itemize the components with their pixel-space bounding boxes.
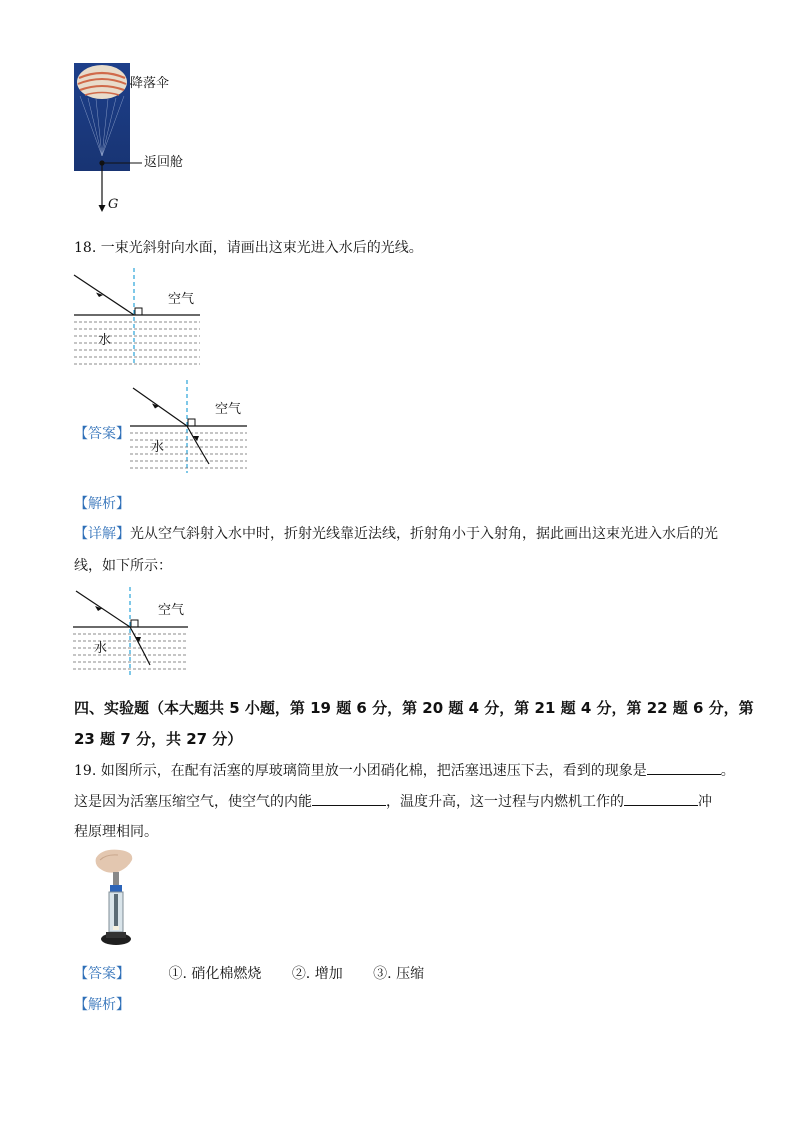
parachute-canopy bbox=[77, 65, 127, 99]
q18-diagram-question bbox=[72, 265, 207, 370]
q18-question: 18. 一束光斜射向水面，请画出这束光进入水后的光线。 bbox=[74, 240, 423, 256]
q19-line2-a: 这是因为活塞压缩空气，使空气的内能 bbox=[74, 794, 312, 810]
label-water-detail: 水 bbox=[94, 641, 108, 656]
label-water-answer: 水 bbox=[151, 440, 165, 455]
label-air-detail: 空气 bbox=[158, 603, 185, 618]
section4-heading-line2: 23 题 7 分，共 27 分） bbox=[74, 730, 243, 748]
blank-3 bbox=[624, 791, 698, 806]
q18-diagram-answer bbox=[129, 378, 254, 478]
q18-analysis-tag: 【解析】 bbox=[74, 496, 130, 512]
refracted-ray bbox=[187, 426, 209, 464]
q19-line2-c: 冲 bbox=[698, 794, 712, 810]
label-gravity: G bbox=[108, 197, 119, 212]
piston-cap bbox=[110, 885, 122, 892]
q19-line1 bbox=[74, 760, 735, 781]
hand-icon bbox=[96, 850, 133, 873]
right-angle-mark bbox=[135, 308, 142, 315]
inner-piston bbox=[114, 894, 118, 930]
label-air-answer: 空气 bbox=[215, 402, 242, 417]
q19-line2 bbox=[74, 791, 712, 812]
label-parachute: 降落伞 bbox=[130, 76, 170, 91]
detail-tag: 【详解】 bbox=[74, 526, 130, 542]
piston-rod bbox=[113, 872, 119, 886]
detail-text: 光从空气斜射入水中时，折射光线靠近法线，折射角小于入射角，据此画出这束光进入水后的光 bbox=[130, 526, 718, 542]
q19-line1-end: 。 bbox=[720, 763, 735, 779]
incident-ray bbox=[74, 275, 134, 315]
label-water: 水 bbox=[98, 333, 112, 348]
q18-detail-line2: 线，如下所示： bbox=[74, 558, 172, 574]
q18-answer-tag: 【答案】 bbox=[74, 426, 130, 442]
q19-answer-3: ③. 压缩 bbox=[373, 966, 425, 982]
blank-1 bbox=[647, 760, 721, 775]
blank-2 bbox=[312, 791, 386, 806]
q19-answer-1: ①. 硝化棉燃烧 bbox=[168, 966, 262, 982]
section4-heading-line1: 四、实验题（本大题共 5 小题，第 19 题 6 分，第 20 题 4 分，第 21 题 4 分，第 22 题 6 分，第 bbox=[74, 699, 754, 717]
water-hatching bbox=[74, 322, 200, 364]
q18-diagram-detail bbox=[72, 585, 197, 680]
piston-apparatus-photo bbox=[92, 848, 142, 950]
q19-line2-b: ，温度升高，这一过程与内燃机工作的 bbox=[386, 794, 624, 810]
q18-detail-line1 bbox=[74, 524, 718, 544]
q19-answer-2: ②. 增加 bbox=[291, 966, 343, 982]
label-air: 空气 bbox=[168, 292, 195, 307]
label-capsule: 返回舱 bbox=[144, 155, 184, 170]
q19-line3: 程原理相同。 bbox=[74, 824, 158, 840]
q19-line1-text: 19. 如图所示，在配有活塞的厚玻璃筒里放一小团硝化棉，把活塞迅速压下去，看到的现象是 bbox=[74, 763, 647, 779]
q19-answer-row bbox=[74, 964, 424, 984]
q19-analysis-tag: 【解析】 bbox=[74, 997, 130, 1013]
parachute-figure bbox=[70, 60, 200, 220]
q19-answer-tag: 【答案】 bbox=[74, 966, 130, 982]
